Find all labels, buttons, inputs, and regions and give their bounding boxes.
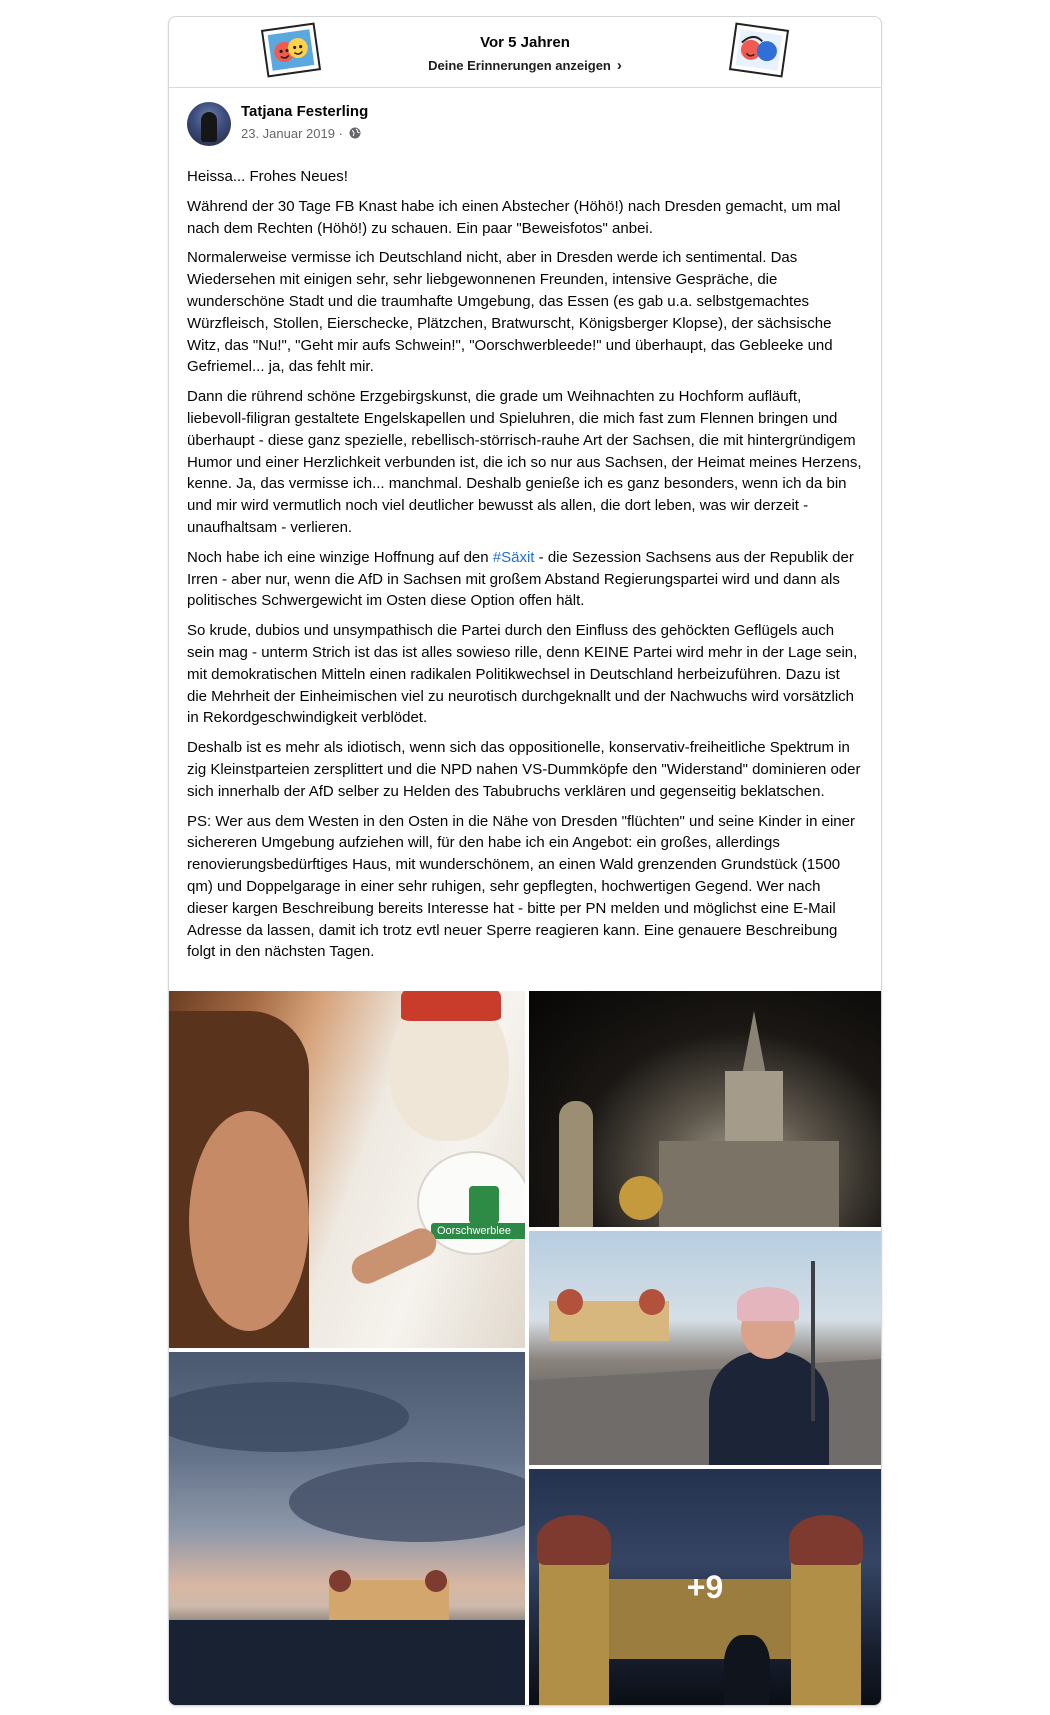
photo-sign-text: Oorschwerblee	[431, 1223, 525, 1239]
post-paragraph: Heissa... Frohes Neues!	[187, 168, 348, 185]
avatar[interactable]	[187, 102, 231, 146]
memory-title: Vor 5 Jahren	[480, 34, 570, 51]
photo-moritzburg-dusk[interactable]	[529, 1469, 881, 1705]
post-date[interactable]: 23. Januar 2019 ·	[241, 126, 343, 141]
post-meta	[241, 126, 361, 141]
hashtag-link[interactable]: #Säxit	[492, 548, 535, 566]
post-paragraph: Dann die rührend schöne Erzgebirgskunst, die grade um Weihnachten zu Hochform aufläuft, liebevoll-filigran gestaltete Engelskapellen und Spieluhren, die mich fast zum Flennen bringen und überhaupt - diese ganz spezielle, rebellisch-störrisch-rauhe Art der Sachsen, die mit hintergründigem Humor und einer Herzlichkeit verbunden ist, die ich so nur aus Sachsen, der Heimat meines Herzens, kenne. Ja, das vermisse ich... manchmal. Deshalb genieße ich es ganz besonders, wenn ich da bin und mir wird vermutlich noch viel deutlicher bewusst als allen, die dort leben, was wir derzeit - unaufhaltsam - verlieren.	[187, 388, 862, 536]
photo-dresden-church-night[interactable]	[529, 991, 881, 1227]
post-text	[169, 166, 881, 963]
friends-memory-icon-right	[728, 21, 790, 78]
post-header	[169, 88, 881, 166]
author-name[interactable]: Tatjana Festerling	[241, 103, 369, 120]
post-paragraph: PS: Wer aus dem Westen in den Osten in die Nähe von Dresden "flüchten" und seine Kinder in einer sichereren Umgebung aufziehen will, für den habe ich ein Angebot: ein großes, allerdings renovierungsbedürftiges Haus, mit wunderschönem, an einen Wald grenzenden Grundstück (1500 qm) und Doppelgarage in einer sehr ruhigen, sehr gepflegten, hochwertigen Gegend. Wer nach dieser kargen Beschreibung bereits Interesse hat - bitte per PN melden und möglichst eine E-Mail Adresse da lassen, damit ich trotz evtl neuer Sperre reagieren kann. Eine genauere Beschreibung folgt in den nächsten Tagen.	[187, 812, 855, 961]
memory-banner	[169, 17, 881, 88]
post-paragraph: Deshalb ist es mehr als idiotisch, wenn sich das oppositionelle, konservativ-freiheitliche Spektrum in zig Kleinstparteien zersplittert und die NPD nahen VS-Dummköpfe den "Widerstand" dominieren oder sich innerhalb der AfD selber zu Helden des Tabubruchs verklären und gegenseitig beklatschen.	[187, 739, 861, 800]
more-photos-overlay[interactable]: +9	[529, 1469, 881, 1705]
photo-moritzburg-winter[interactable]	[529, 1231, 881, 1465]
view-memories-label: Deine Erinnerungen anzeigen	[428, 58, 611, 73]
post-paragraph: Normalerweise vermisse ich Deutschland nicht, aber in Dresden werde ich sentimental. Das Wiedersehen mit einigen sehr, sehr liebgewonnenen Freunden, intensive Gespräche, die wunderschöne Stadt und die traumhafte Umgebung, das Essen (es gab u.a. selbstgemachtes Würzfleisch, Stollen, Eierschecke, Plätzchen, Bratwurscht, Königsberger Klopse), der sächsische Witz, das "Nu!", "Geht mir aufs Schwein!", "Oorschwerbleede!" und überhaupt, das Gebleeke und Gefriemel... ja, das fehlt mir.	[187, 249, 833, 376]
saxit-text-before: Noch habe ich eine winzige Hoffnung auf den	[187, 548, 493, 566]
post-card	[168, 16, 882, 1706]
saxit-text-after: - die Sezession Sachsens aus der Republik der Irren - aber nur, wenn die AfD in Sachsen mit großem Abstand Regierungspartei wird und dann als politisches Schwergewicht im Osten diese Option offen hält.	[187, 548, 854, 610]
chevron-right-icon: ›	[616, 57, 622, 74]
globe-icon	[349, 127, 361, 139]
post-paragraph: So krude, dubios und unsympathisch die Partei durch den Einfluss des gehöckten Geflügels auch sein mag - unterm Strich ist das ist alles sowieso rille, denn KEINE Partei wird mehr in der Lage sein, mit demokratischen Mitteln einen radikalen Politikwechsel in Deutschland herbeizuführen. Dazu ist die Mehrheit der Einheimischen viel zu neurotisch durchgeknallt und der Nachwuchs wird vorsätzlich in Rekordgeschwindigkeit verblödet.	[187, 622, 858, 727]
photo-moritzburg-lake-sunset[interactable]	[169, 1352, 525, 1705]
post-paragraph-saxit	[187, 547, 863, 612]
post-paragraph: Während der 30 Tage FB Knast habe ich einen Abstecher (Höhö!) nach Dresden gemacht, um mal nach dem Rechten (Höhö!) zu schauen. Ein paar "Beweisfotos" anbei.	[187, 197, 841, 237]
photo-selfie-santa[interactable]	[169, 991, 525, 1348]
